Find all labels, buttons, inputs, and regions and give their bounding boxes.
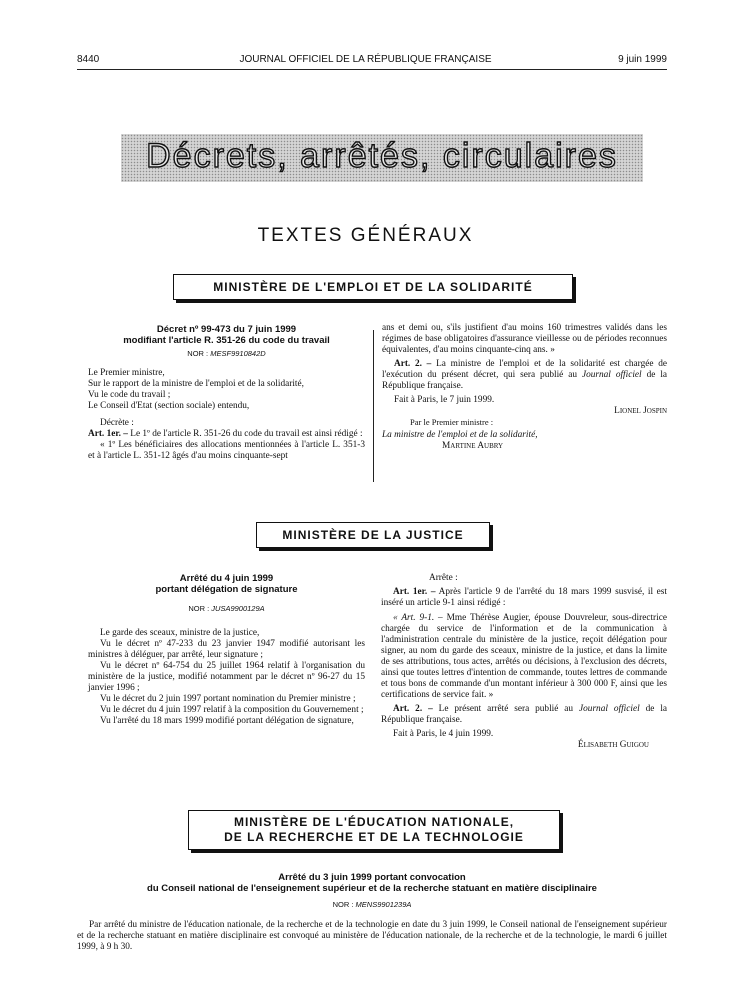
page-number: 8440 — [77, 54, 100, 65]
decree-title-line2: du Conseil national de l'enseignement supérieur et de la recherche statuant en matière disciplinaire — [147, 883, 597, 894]
done-at: Fait à Paris, le 4 juin 1999. — [393, 729, 494, 739]
arrete-4-juin-left-column — [88, 573, 365, 727]
visa-line: Vu l'arrêté du 18 mars 1999 modifié portant délégation de signature, — [100, 716, 354, 726]
signatory-jospin: Lionel Jospin — [614, 406, 667, 416]
section-title: TEXTES GÉNÉRAUX — [257, 225, 474, 246]
par-le-premier-ministre: Par le Premier ministre : — [410, 417, 494, 427]
ministry-emploi-box — [173, 274, 573, 300]
nor-reference: NOR : JUSA9900129A — [188, 604, 265, 613]
minister-role: La ministre de l'emploi et de la solidarité, — [382, 430, 538, 440]
nor-reference: NOR : MENS9901239A — [332, 900, 412, 909]
decrete-line: Décrète : — [100, 418, 134, 428]
article-2: Art. 2. – Le présent arrêté sera publié au Journal officiel de la République française. — [381, 704, 668, 725]
visa-line: Le Conseil d'Etat (section sociale) entendu, — [88, 401, 250, 411]
article-1: Art. 1er. – Après l'article 9 de l'arrêté du 18 mars 1999 susvisé, il est inséré un article 9-1 ainsi rédigé : — [381, 587, 668, 608]
visa-line: Le Premier ministre, — [88, 368, 165, 378]
decree-title-line1: Décret nº 99-473 du 7 juin 1999 — [156, 324, 297, 335]
column-divider — [373, 330, 374, 482]
ministry-education-title-line1: MINISTÈRE DE L'ÉDUCATION NATIONALE, — [233, 815, 515, 829]
nor-reference: NOR : MESF9910842D — [187, 349, 266, 358]
visa-line: Vu le décret du 4 juin 1997 relatif à la composition du Gouvernement ; — [100, 705, 364, 715]
decree-title-line2: portant délégation de signature — [155, 584, 298, 595]
decree-title-line2: modifiant l'article R. 351-26 du code du travail — [123, 335, 330, 346]
decree-title-line1: Arrêté du 4 juin 1999 — [179, 573, 274, 584]
visa-line: Le garde des sceaux, ministre de la justice, — [100, 628, 260, 638]
done-at: Fait à Paris, le 7 juin 1999. — [394, 395, 495, 405]
signatory-aubry: Martine Aubry — [442, 441, 504, 451]
body-paragraph: Par arrêté du ministre de l'éducation nationale, de la recherche et de la technologie en date du 3 juin 1999, le Conseil national de l'enseignement supérieur et de la recherche statuant en matière disciplinaire est convoqué au ministère de l'éducation nationale, de la recherche et de la technologie, le mardi 6 juillet 1999, à 9 h 30. — [77, 920, 667, 952]
article-1-quote: « 1º Les bénéficiaires des allocations mentionnées à l'article L. 351-3 et à l'article L. 351-12 âgés d'au moins cinquante-sept — [88, 440, 365, 461]
decree-title-line1: Arrêté du 3 juin 1999 portant convocation — [278, 872, 466, 883]
visa-line: Vu le code du travail ; — [88, 390, 171, 400]
article-1: Art. 1er. – Le 1º de l'article R. 351-26 du code du travail est ainsi rédigé : — [88, 429, 363, 439]
visa-line: Vu le décret nº 47-233 du 23 janvier 1947 modifié autorisant les ministres à déléguer, par arrêté, leur signature ; — [88, 639, 365, 660]
arrete-3-juin-body — [77, 920, 667, 953]
arrete-4-juin-right-column — [381, 573, 667, 751]
ministry-justice-title: MINISTÈRE DE LA JUSTICE — [282, 528, 464, 542]
visa-line: Vu le décret du 2 juin 1997 portant nomination du Premier ministre ; — [100, 694, 356, 704]
ministry-justice-box — [256, 522, 490, 548]
section-banner — [121, 134, 643, 182]
ministry-education-box — [188, 810, 560, 850]
signatory-guigou: Élisabeth Guigou — [577, 740, 649, 750]
decree-99-473-left-column — [88, 324, 365, 462]
header-date: 9 juin 1999 — [618, 54, 667, 65]
visa-line: Vu le décret nº 64-754 du 25 juillet 1964 relatif à l'organisation du ministère de la justice, modifié notamment par le décret nº 96-27 du 15 janvier 1996 ; — [88, 661, 365, 693]
article-1-continuation: ans et demi ou, s'ils justifient d'au moins 160 trimestres validés dans les régimes de base obligatoires d'assurance vieillesse ou de périodes reconnues équivalentes, d'au moins cinquante-cinq ans. » — [382, 323, 667, 355]
article-2: Art. 2. – La ministre de l'emploi et de la solidarité est chargée de l'exécution du présent décret, qui sera publié au Journal officiel de la République française. — [382, 359, 668, 391]
journal-title: JOURNAL OFFICIEL DE LA RÉPUBLIQUE FRANÇAISE — [239, 54, 492, 65]
arrete-3-juin-header — [77, 872, 667, 909]
banner-title: Décrets, arrêtés, circulaires — [146, 137, 618, 175]
ministry-education-title-line2: DE LA RECHERCHE ET DE LA TECHNOLOGIE — [224, 830, 524, 844]
header-rule — [77, 69, 667, 70]
article-9-1: « Art. 9-1. – Mme Thérèse Augier, épouse Douvreleur, sous-directrice chargée du service de l'information et de la communication à l'administration centrale du ministère de la justice, reçoit délégation pour signer, au nom du garde des sceaux, ministre de la justice, et dans la limite de ses attributions, tous actes, arrêtés ou décisions, à l'exclusion des décrets, ainsi que toutes lettres d'intention de commande, toutes lettres de commande et tous bons de commande d'un montant inférieur à 300 000 F, ainsi que les certifications de service fait. » — [381, 613, 667, 700]
visa-line: Sur le rapport de la ministre de l'emploi et de la solidarité, — [88, 379, 304, 389]
arrete-line: Arrête : — [429, 573, 458, 583]
decree-99-473-right-column — [382, 323, 667, 452]
ministry-emploi-title: MINISTÈRE DE L'EMPLOI ET DE LA SOLIDARITÉ — [213, 280, 533, 294]
